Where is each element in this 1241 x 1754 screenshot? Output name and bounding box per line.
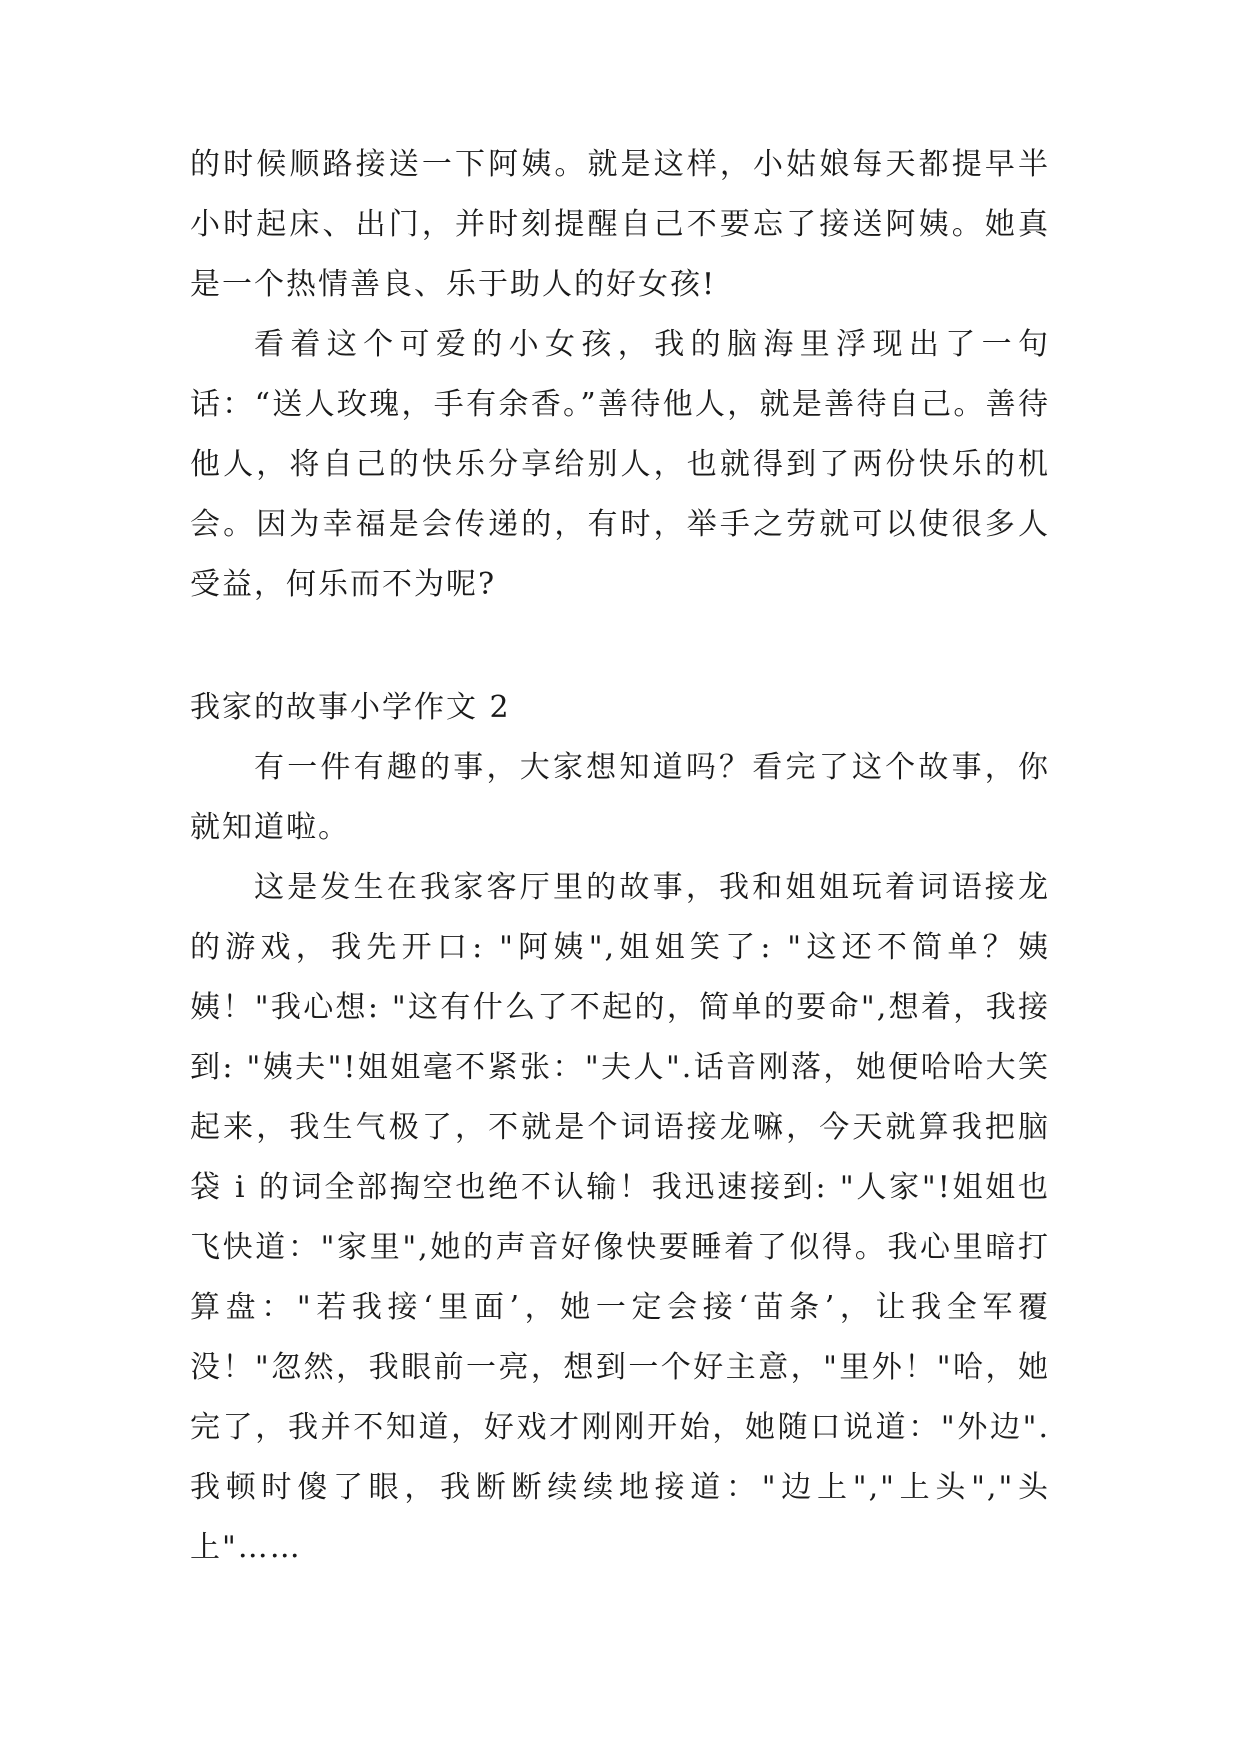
section-1-body — [190, 135, 1050, 615]
essay-title: 我家的故事小学作文 2 — [190, 690, 511, 725]
section-2-body — [190, 738, 1050, 1578]
paragraph-reflection: 看着这个可爱的小女孩，我的脑海里浮现出了一句话：“送人玫瑰，手有余香。”善待他人，就是善待自己。善待他人，将自己的快乐分享给别人，也就得到了两份快乐的机会。因为幸福是会传递的，有时，举手之劳就可以使很多人受益，何乐而不为呢? — [190, 327, 1050, 602]
paragraph-continued: 的时候顺路接送一下阿姨。就是这样，小姑娘每天都提早半小时起床、出门，并时刻提醒自己不要忘了接送阿姨。她真是一个热情善良、乐于助人的好女孩! — [190, 147, 1050, 302]
paragraph-intro: 有一件有趣的事，大家想知道吗？看完了这个故事，你就知道啦。 — [190, 750, 1050, 845]
paragraph-story: 这是发生在我家客厅里的故事，我和姐姐玩着词语接龙的游戏，我先开口: "阿姨",姐姐笑了: "这还不简单？姨姨！"我心想: "这有什么了不起的，简单的要命",想着，我接到: "姨夫"!姐姐毫不紧张："夫人".话音刚落，她便哈哈大笑起来，我生气极了，不就是个词语接龙嘛，今天就算我把脑袋 i 的词全部掏空也绝不认输！我迅速接到: "人家"!姐姐也飞快道："家里",她的声音好像快要睡着了似得。我心里暗打算盘："若我接‘里面’，她一定会接‘苗条’，让我全军覆没！"忽然，我眼前一亮，想到一个好主意，"里外！"哈，她完了，我并不知道，好戏才刚刚开始，她随口说道："外边".我顿时傻了眼，我断断续续地接道："边上","上头","头上"…… — [190, 870, 1050, 1565]
